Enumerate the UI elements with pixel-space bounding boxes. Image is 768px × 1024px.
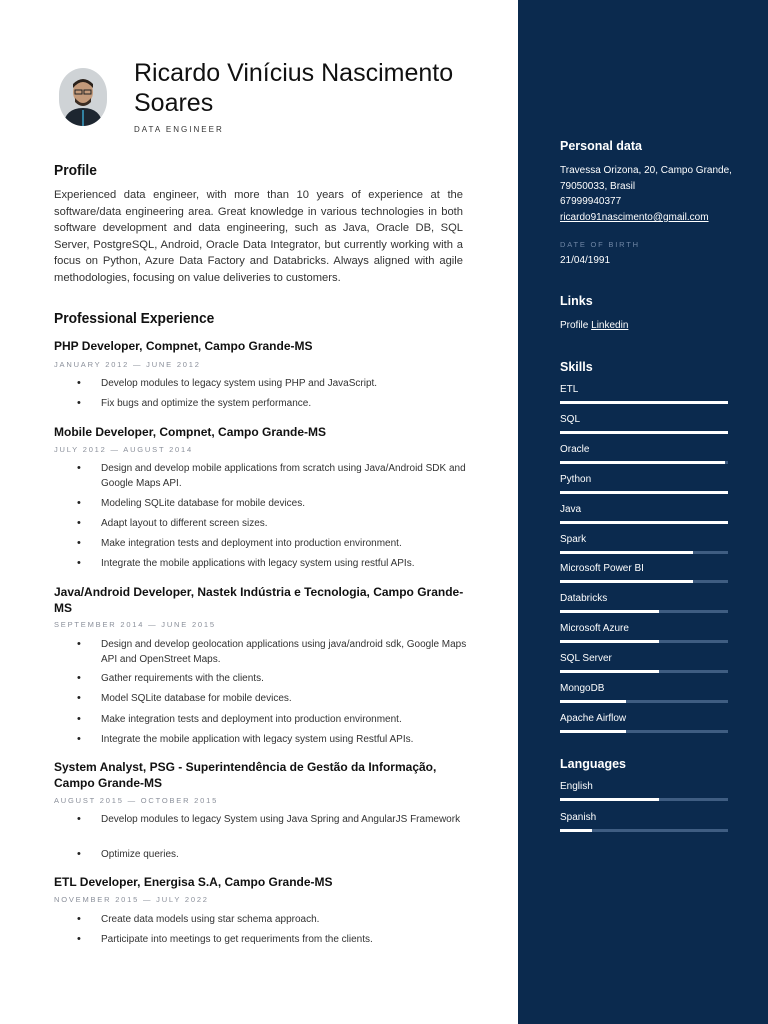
skill-bar-track <box>560 610 728 613</box>
skill-label: SQL <box>560 413 581 425</box>
skill-bar-fill <box>560 431 728 434</box>
skill-label: MongoDB <box>560 683 605 694</box>
skill-label: SQL Server <box>560 653 612 665</box>
skill-bar-track <box>560 640 728 643</box>
job-bullet: • Develop modules to legacy system using PHP and JavaScript. <box>101 376 471 391</box>
links-line <box>560 318 628 334</box>
skill-bar-fill <box>560 521 728 524</box>
skill-bar-fill <box>560 401 728 404</box>
address-text: Travessa Orizona, 20, Campo Grande, 79050033, Brasil <box>560 165 732 192</box>
job-bullet: • Adapt layout to different screen sizes. <box>101 516 471 531</box>
job-title: Java/Android Developer, Nastek Indústria e Tecnologia, Campo Grande-MS <box>54 585 464 615</box>
skill-bar-fill <box>560 730 626 733</box>
skill-bar-track <box>560 730 728 733</box>
skill-bar-fill <box>560 829 592 832</box>
profile-text: Experienced data engineer, with more than 10 years of experience at the software/data engineering area. Great knowledge in various technologies in both software development and data engineering, such as Java, Oracle DB, SQL Server, PostgreSQL, Android, Oracle Data Integrator, but currently working with a focus on Python, Azure Data Factory and Databricks. Always aligned with agile methodologies, focusing on value deliveries to customers. <box>54 189 463 284</box>
email-link[interactable]: ricardo91nascimento@gmail.com <box>560 212 709 223</box>
skill-bar-track <box>560 491 728 494</box>
sidebar <box>518 0 768 1024</box>
experience-heading: Professional Experience <box>54 310 215 327</box>
skill-bar-fill <box>560 670 659 673</box>
job-dates: NOVEMBER 2015 — JULY 2022 <box>54 895 209 904</box>
links-heading: Links <box>560 294 593 308</box>
avatar <box>59 68 107 126</box>
job-dates: JANUARY 2012 — JUNE 2012 <box>54 360 201 369</box>
job-bullet: • Make integration tests and deployment into production environment. <box>101 712 471 727</box>
job-bullet: • Model SQLite database for mobile devices. <box>101 691 471 706</box>
skill-bar-fill <box>560 491 728 494</box>
job-title: Mobile Developer, Compnet, Campo Grande-MS <box>54 425 327 439</box>
job-dates: AUGUST 2015 — OCTOBER 2015 <box>54 796 219 805</box>
skill-bar-fill <box>560 461 725 464</box>
skill-label: Microsoft Azure <box>560 623 629 635</box>
skill-bar-track <box>560 670 728 673</box>
job-bullet: • Modeling SQLite database for mobile devices. <box>101 496 471 511</box>
job-bullet: • Integrate the mobile applications with legacy system using restful APIs. <box>101 556 471 571</box>
skill-label: Spanish <box>560 811 597 823</box>
job-bullet: • Fix bugs and optimize the system performance. <box>101 396 471 411</box>
dob-value: 21/04/1991 <box>560 255 611 266</box>
job-title-header: DATA ENGINEER <box>134 125 224 134</box>
links-prefix: Profile <box>560 320 589 331</box>
skill-bar-track <box>560 829 728 832</box>
skill-bar-track <box>560 401 728 404</box>
skill-bar-fill <box>560 551 693 554</box>
skill-bar-fill <box>560 640 659 643</box>
skill-bar-track <box>560 700 728 703</box>
skill-bar-track <box>560 431 728 434</box>
skill-bar-track <box>560 461 728 464</box>
job-dates: JULY 2012 — AUGUST 2014 <box>54 445 193 454</box>
personal-data-heading: Personal data <box>560 139 642 153</box>
job-bullet: • Develop modules to legacy System using Java Spring and AngularJS Framework <box>101 812 471 827</box>
skill-bar-track <box>560 521 728 524</box>
skill-label: Databricks <box>560 593 608 605</box>
languages-heading: Languages <box>560 757 626 771</box>
job-bullet: • Create data models using star schema approach. <box>101 912 471 927</box>
skill-label: ETL <box>560 384 579 395</box>
job-bullet: • Participate into meetings to get requeriments from the clients. <box>101 932 471 947</box>
skill-label: Spark <box>560 533 587 545</box>
skill-bar-track <box>560 551 728 554</box>
skill-bar-fill <box>560 610 659 613</box>
job-bullet: • Optimize queries. <box>101 847 471 862</box>
skill-label: Java <box>560 503 582 515</box>
skill-label: Microsoft Power BI <box>560 563 644 575</box>
job-title: PHP Developer, Compnet, Campo Grande-MS <box>54 339 313 353</box>
phone-text: 67999940377 <box>560 196 622 207</box>
candidate-name: Ricardo Vinícius Nascimento Soares <box>134 59 454 117</box>
job-title: System Analyst, PSG - Superintendência de Gestão da Informação, Campo Grande-MS <box>54 760 437 790</box>
skill-label: English <box>560 781 593 792</box>
skill-label: Oracle <box>560 443 590 455</box>
skills-heading: Skills <box>560 360 593 374</box>
job-title: ETL Developer, Energisa S.A, Campo Grande-MS <box>54 875 333 889</box>
job-bullet: • Make integration tests and deployment into production environment. <box>101 536 471 551</box>
skill-bar-fill <box>560 700 626 703</box>
job-bullet: • Gather requirements with the clients. <box>101 671 471 686</box>
profile-heading: Profile <box>54 162 97 179</box>
skill-label: Apache Airflow <box>560 712 627 724</box>
linkedin-link[interactable]: Linkedin <box>591 320 629 331</box>
skill-bar-track <box>560 798 728 801</box>
skill-bar-fill <box>560 580 693 583</box>
skill-label: Python <box>560 473 592 485</box>
skill-bar-track <box>560 580 728 583</box>
skill-bar-fill <box>560 798 659 801</box>
job-bullet: • Design and develop mobile applications from scratch using Java/Android SDK and Google Maps API. <box>101 461 471 491</box>
job-bullet: • Design and develop geolocation applications using java/android sdk, Google Maps API and OpenStreet Maps. <box>101 637 471 667</box>
job-bullet: • Integrate the mobile application with legacy system using Restful APIs. <box>101 732 471 747</box>
dob-label: DATE OF BIRTH <box>560 240 640 249</box>
job-dates: SEPTEMBER 2014 — JUNE 2015 <box>54 620 216 629</box>
